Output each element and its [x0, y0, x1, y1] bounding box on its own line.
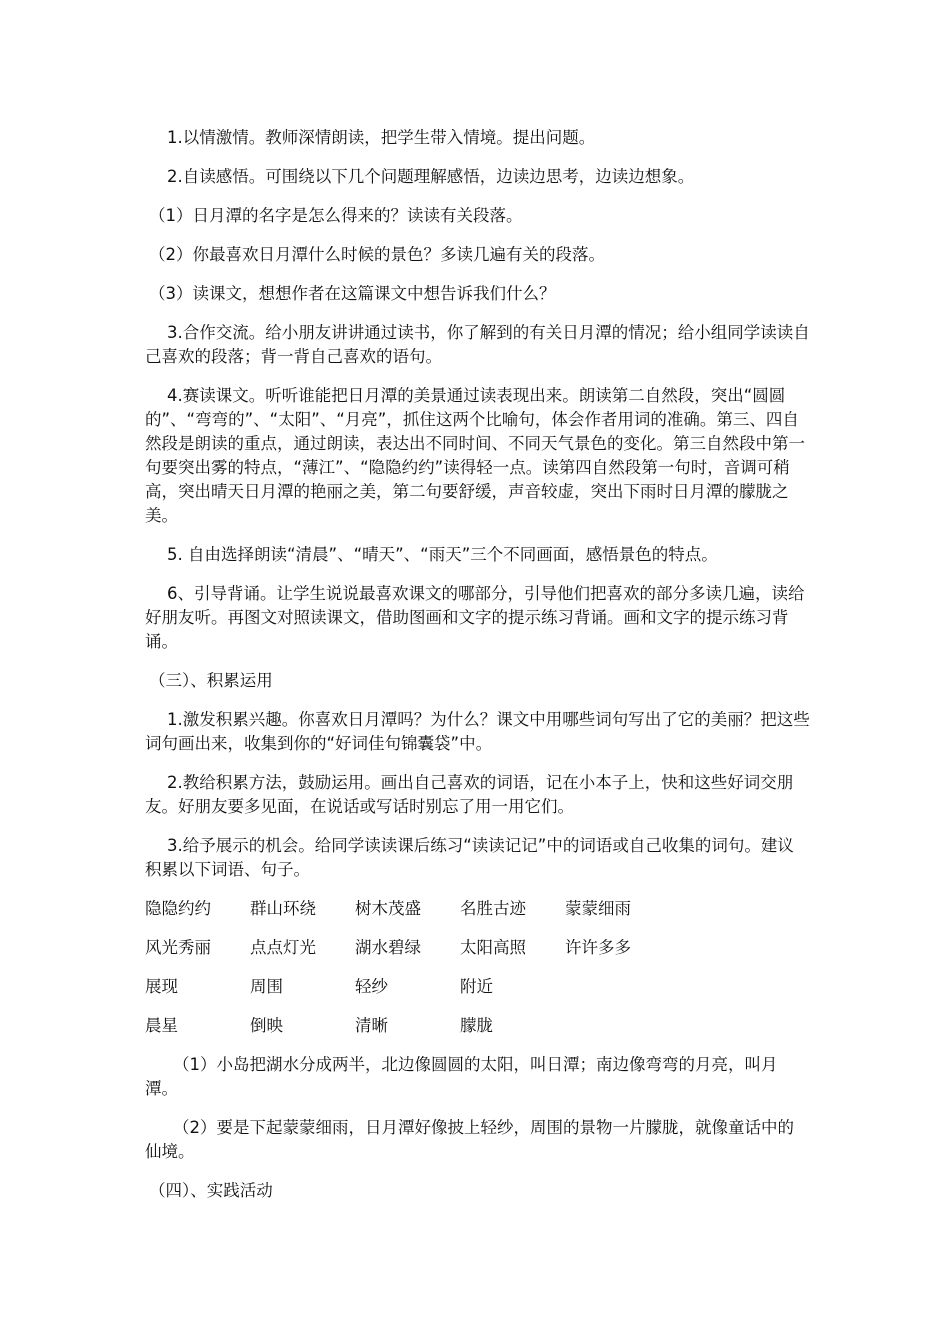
vocab-word: 晨星 [145, 1016, 178, 1035]
vocab-row [145, 1014, 810, 1038]
paragraph-step-1: 1.以情激情。教师深情朗读，把学生带入情境。提出问题。 [167, 128, 596, 147]
vocab-row [145, 936, 810, 960]
paragraph-step-3: 3.合作交流。给小朋友讲讲通过读书，你了解到的有关日月潭的情况；给小组同学读读自己喜欢的段落；背一背自己喜欢的语句。 [145, 323, 810, 366]
paragraph-step-2: 2.自读感悟。可围绕以下几个问题理解感悟，边读边思考，边读边想象。 [167, 167, 695, 186]
document-page [145, 126, 810, 1218]
vocab-word: 风光秀丽 [145, 938, 211, 957]
vocab-word: 许许多多 [565, 938, 631, 957]
vocab-row [145, 897, 810, 921]
vocab-word: 轻纱 [355, 977, 388, 996]
question-3: （3）读课文，想想作者在这篇课文中想告诉我们什么？ [149, 284, 556, 303]
vocab-word: 湖水碧绿 [355, 938, 421, 957]
question-2: （2）你最喜欢日月潭什么时候的景色？多读几遍有关的段落。 [149, 245, 605, 264]
paragraph-step-5: 5. 自由选择朗读“清晨”、“晴天”、“雨天”三个不同画面，感悟景色的特点。 [167, 545, 718, 564]
vocab-word: 附近 [460, 977, 493, 996]
vocab-word: 倒映 [250, 1016, 283, 1035]
paragraph-step-4: 4.赛读课文。听听谁能把日月潭的美景通过读表现出来。朗读第二自然段，突出“圆圆的”、“弯弯的”、“太阳”、“月亮”，抓住这两个比喻句，体会作者用词的准确。第三、四自然段是朗读的重点，通过朗读，表达出不同时间、不同天气景色的变化。第三自然段中第一句要突出雾的特点，“薄江”、“隐隐约约”读得轻一点。读第四自然段第一句时，音调可稍高，突出晴天日月潭的艳丽之美，第二句要舒缓，声音较虚，突出下雨时日月潭的朦胧之美。 [145, 386, 805, 525]
vocab-word: 树木茂盛 [355, 899, 421, 918]
vocab-word: 蒙蒙细雨 [565, 899, 631, 918]
paragraph-accumulate-1: 1.激发积累兴趣。你喜欢日月潭吗？为什么？课文中用哪些词句写出了它的美丽？把这些词句画出来，收集到你的“好词佳句锦囊袋”中。 [145, 710, 810, 753]
vocab-word: 群山环绕 [250, 899, 316, 918]
vocab-word: 名胜古迹 [460, 899, 526, 918]
section-heading-4: （四）、实践活动 [149, 1181, 273, 1200]
vocab-word: 周围 [250, 977, 283, 996]
vocab-word: 清晰 [355, 1016, 388, 1035]
question-1: （1）日月潭的名字是怎么得来的？读读有关段落。 [149, 206, 523, 225]
vocab-word: 隐隐约约 [145, 899, 211, 918]
paragraph-step-6: 6、引导背诵。让学生说说最喜欢课文的哪部分，引导他们把喜欢的部分多读几遍，读给好朋友听。再图文对照读课文，借助图画和文字的提示练习背诵。画和文字的提示练习背诵。 [145, 584, 805, 651]
paragraph-accumulate-2: 2.教给积累方法，鼓励运用。画出自己喜欢的词语，记在小本子上，快和这些好词交朋友。好朋友要多见面，在说话或写话时别忘了用一用它们。 [145, 773, 794, 816]
vocab-word: 朦胧 [460, 1016, 493, 1035]
section-heading-3: （三）、积累运用 [149, 671, 273, 690]
vocab-word: 展现 [145, 977, 178, 996]
paragraph-accumulate-3: 3.给予展示的机会。给同学读读课后练习“读读记记”中的词语或自己收集的词句。建议积累以下词语、句子。 [145, 836, 794, 879]
sentence-1: （1）小岛把湖水分成两半，北边像圆圆的太阳，叫日潭；南边像弯弯的月亮，叫月潭。 [145, 1055, 778, 1098]
sentence-2: （2）要是下起蒙蒙细雨，日月潭好像披上轻纱，周围的景物一片朦胧，就像童话中的仙境。 [145, 1118, 794, 1161]
vocab-word: 点点灯光 [250, 938, 316, 957]
vocab-row [145, 975, 810, 999]
vocab-word: 太阳高照 [460, 938, 526, 957]
